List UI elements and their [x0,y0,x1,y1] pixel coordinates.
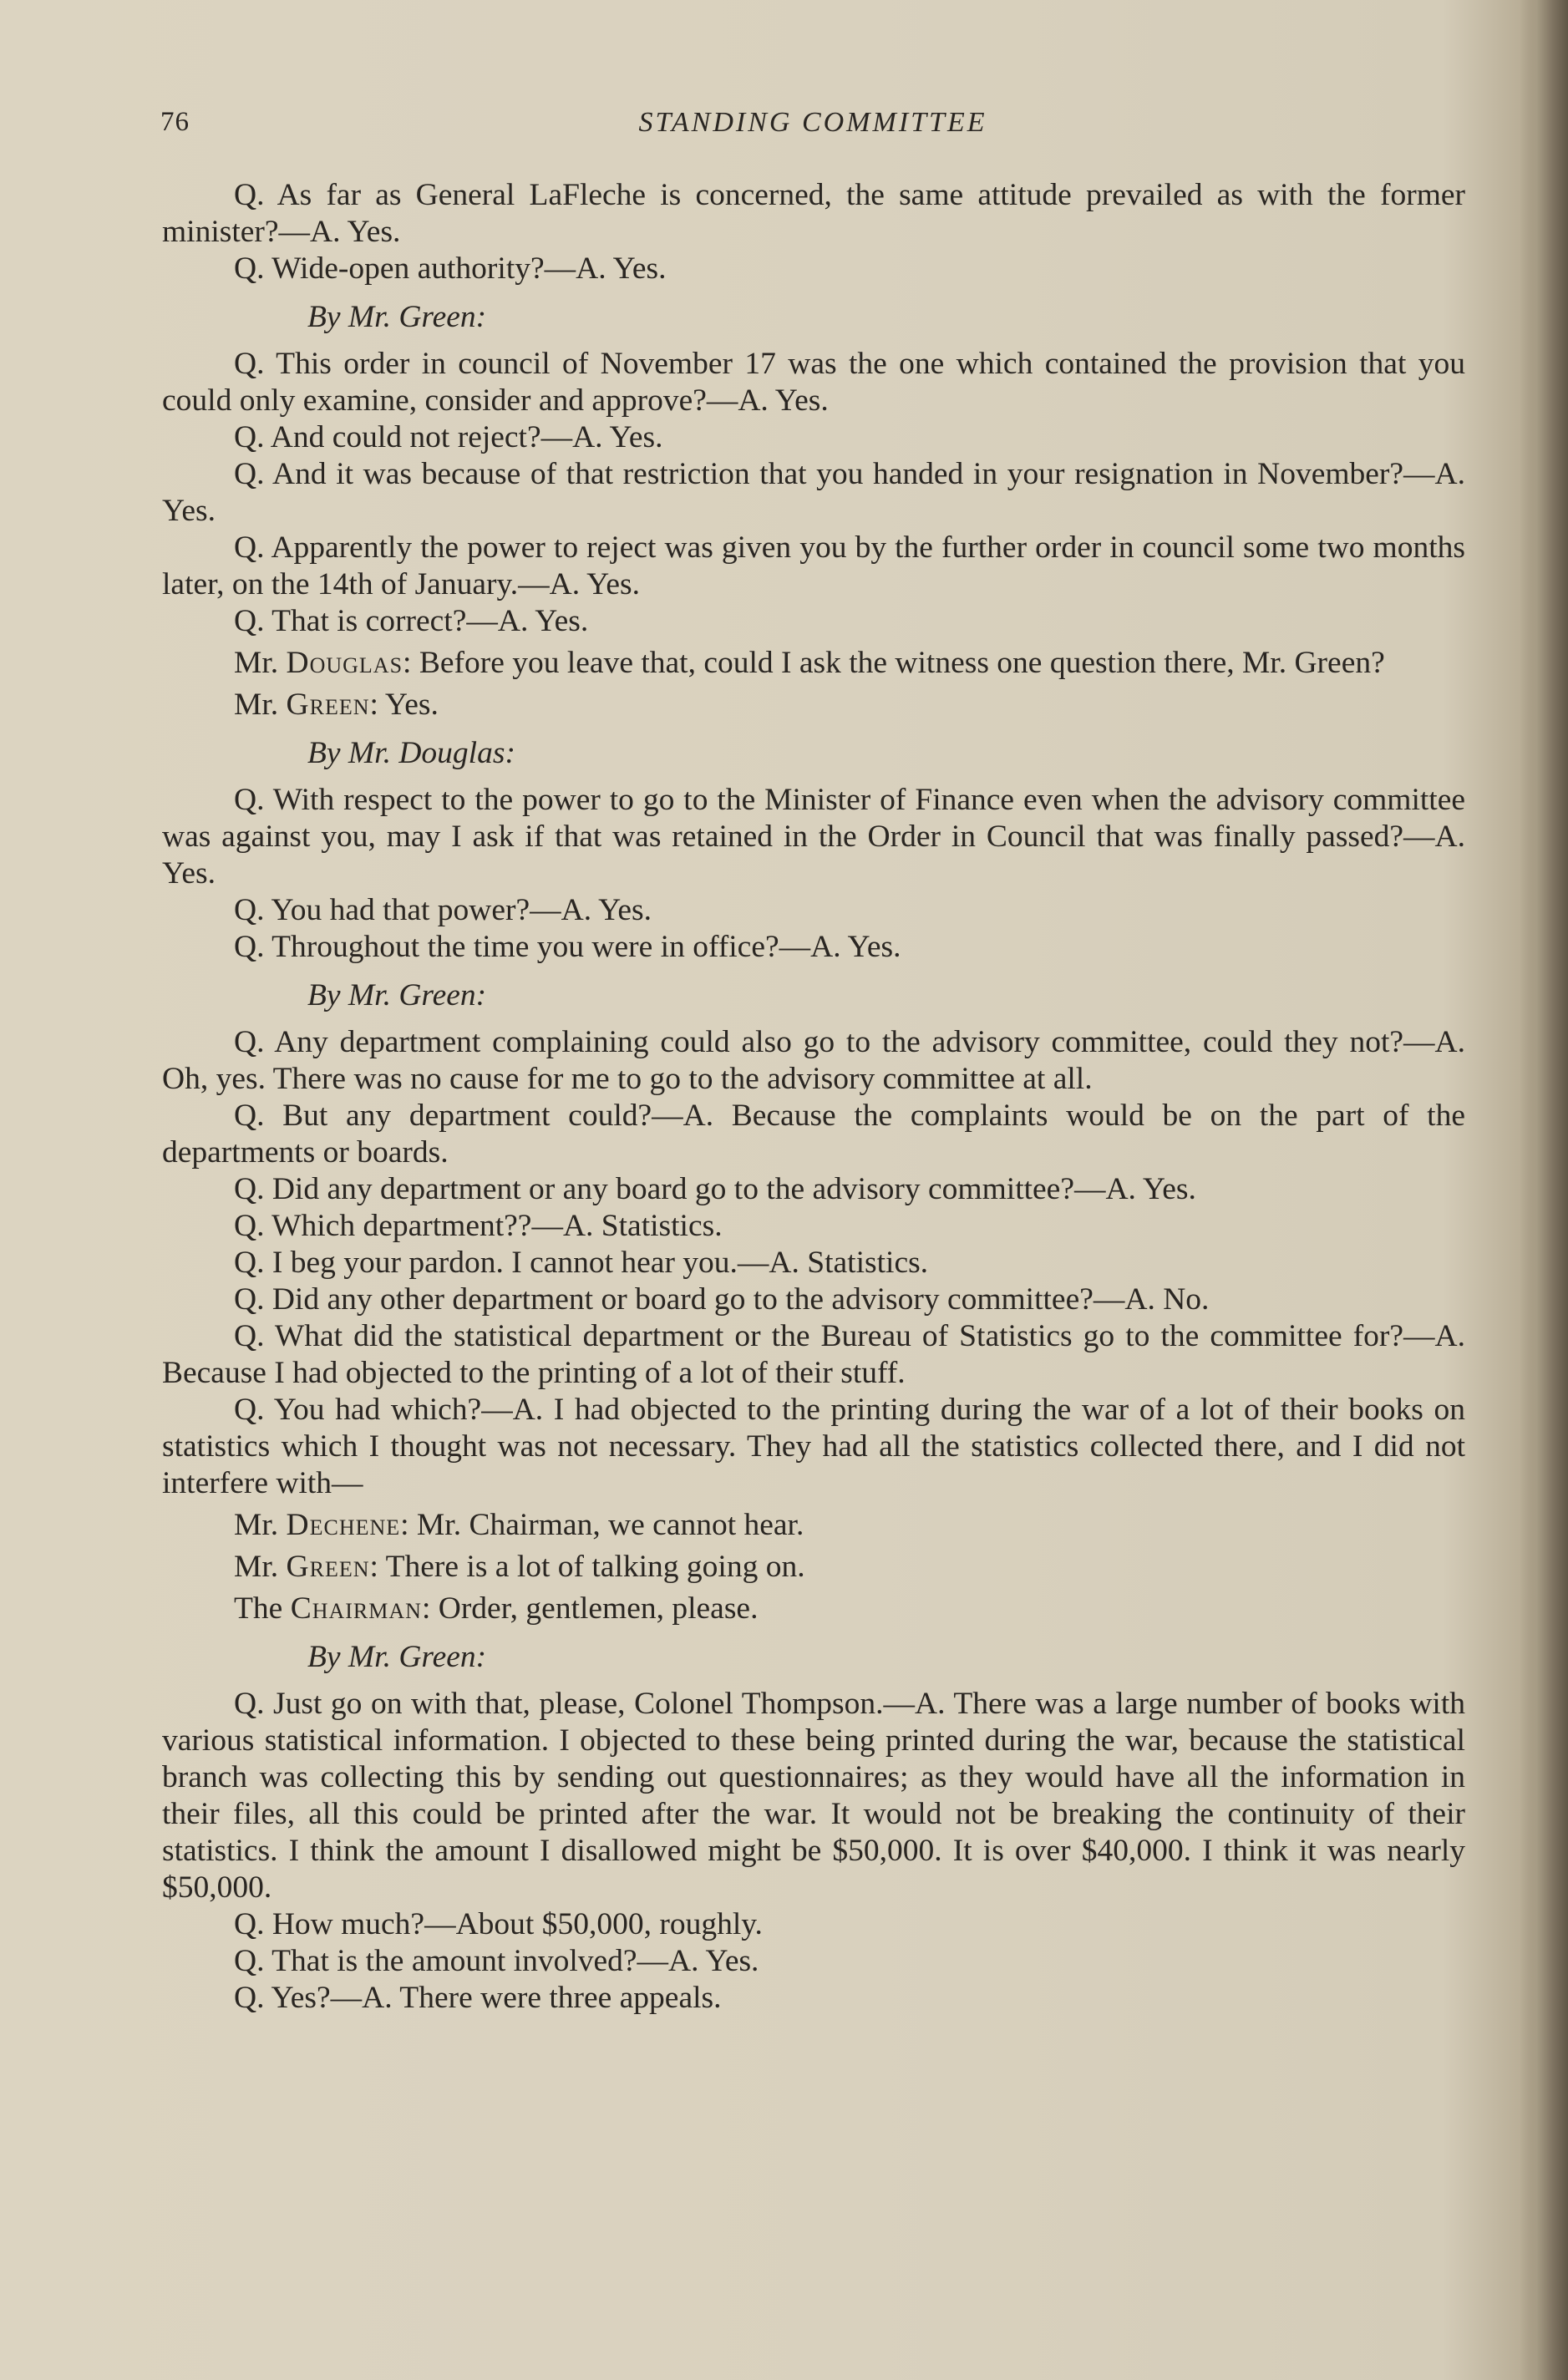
speaker-remark [162,645,1465,682]
question-answer: Q. Any department complaining could also go to the advisory committee, could they not?—A. Oh, yes. There was no cause for me to go to the advisory committee at all. [162,1025,1465,1096]
speaker-prefix: Mr. [234,1550,287,1584]
running-title: STANDING COMMITTEE [638,107,987,138]
speaker-name: Dechene [286,1508,401,1542]
question-answer: Q. That is correct?—A. Yes. [234,604,589,638]
question-answer: Q. Wide-open authority?—A. Yes. [234,251,667,286]
speaker-text: : Mr. Chairman, we cannot hear. [400,1508,804,1542]
speaker-remark [162,687,1465,723]
question-answer: Q. Just go on with that, please, Colonel Thompson.—A. There was a large number of books with various statistical information. I objected to these being printed during the war, because the statistical branch was collecting this by sending out questionnaires; as they would have all the information in their files, all this could be printed after the war. It would not be breaking the continuity of their statistics. I think the amount I disallowed might be $50,000. It is over $40,000. I think it was nearly $50,000. [162,1687,1465,1905]
speaker-remark [162,1549,1465,1586]
page-edge-shadow [1520,0,1568,2380]
speaker-prefix: Mr. [234,646,287,680]
question-answer: Q. This order in council of November 17 was the one which contained the provision that you could only examine, consider and approve?—A. Yes. [162,347,1465,418]
question-answer: Q. Yes?—A. There were three appeals. [234,1981,722,2015]
question-answer: Q. And could not reject?—A. Yes. [234,420,663,454]
speaker-name: Green [286,1550,370,1584]
question-answer: Q. I beg your pardon. I cannot hear you.—A. Statistics. [234,1246,929,1280]
question-answer: Q. You had that power?—A. Yes. [234,893,652,927]
question-answer: Q. As far as General LaFleche is concerned, the same attitude prevailed as with the former minister?—A. Yes. [162,178,1465,249]
question-answer: Q. Which department??—A. Statistics. [234,1209,723,1243]
question-answer: Q. And it was because of that restriction that you handed in your resignation in November?—A. Yes. [162,457,1465,528]
speaker-name: Green [286,688,370,722]
speaker-prefix: Mr. [234,1508,287,1542]
speaker-text: : Before you leave that, could I ask the witness one question there, Mr. Green? [403,646,1385,680]
speaker-name: Chairman [290,1591,422,1626]
examiner-heading: By Mr. Green: [307,978,487,1012]
speaker-remark [162,1591,1465,1627]
page-header [160,107,1465,157]
speaker-prefix: The [234,1591,291,1626]
speaker-remark [162,1507,1465,1544]
question-answer: Q. You had which?—A. I had objected to the printing during the war of a lot of their books on statistics which I thought was not necessary. They had all the statistics collected there, and I did not interfere with— [162,1393,1465,1500]
examiner-heading: By Mr. Green: [307,1640,487,1674]
question-answer: Q. How much?—About $50,000, roughly. [234,1907,763,1941]
page-number: 76 [160,107,190,137]
speaker-prefix: Mr. [234,688,287,722]
speaker-text: : Yes. [369,688,439,722]
transcript-body [162,177,1465,2017]
question-answer: Q. What did the statistical department or the Bureau of Statistics go to the committee for?—A. Because I had objected to the printing of a lot of their stuff. [162,1319,1465,1390]
question-answer: Q. Throughout the time you were in office?—A. Yes. [234,930,901,964]
speaker-name: Douglas [286,646,403,680]
question-answer: Q. Did any other department or board go to the advisory committee?—A. No. [234,1282,1210,1317]
question-answer: Q. That is the amount involved?—A. Yes. [234,1944,759,1978]
question-answer: Q. But any department could?—A. Because the complaints would be on the part of the departments or boards. [162,1099,1465,1170]
speaker-text: : Order, gentlemen, please. [421,1591,759,1626]
examiner-heading: By Mr. Douglas: [307,736,515,770]
speaker-text: : There is a lot of talking going on. [369,1550,805,1584]
question-answer: Q. Apparently the power to reject was given you by the further order in council some two months later, on the 14th of January.—A. Yes. [162,530,1465,601]
question-answer: Q. With respect to the power to go to the Minister of Finance even when the advisory committee was against you, may I ask if that was retained in the Order in Council that was finally passed?—A. Yes. [162,783,1465,891]
examiner-heading: By Mr. Green: [307,300,487,334]
question-answer: Q. Did any department or any board go to the advisory committee?—A. Yes. [234,1172,1196,1206]
